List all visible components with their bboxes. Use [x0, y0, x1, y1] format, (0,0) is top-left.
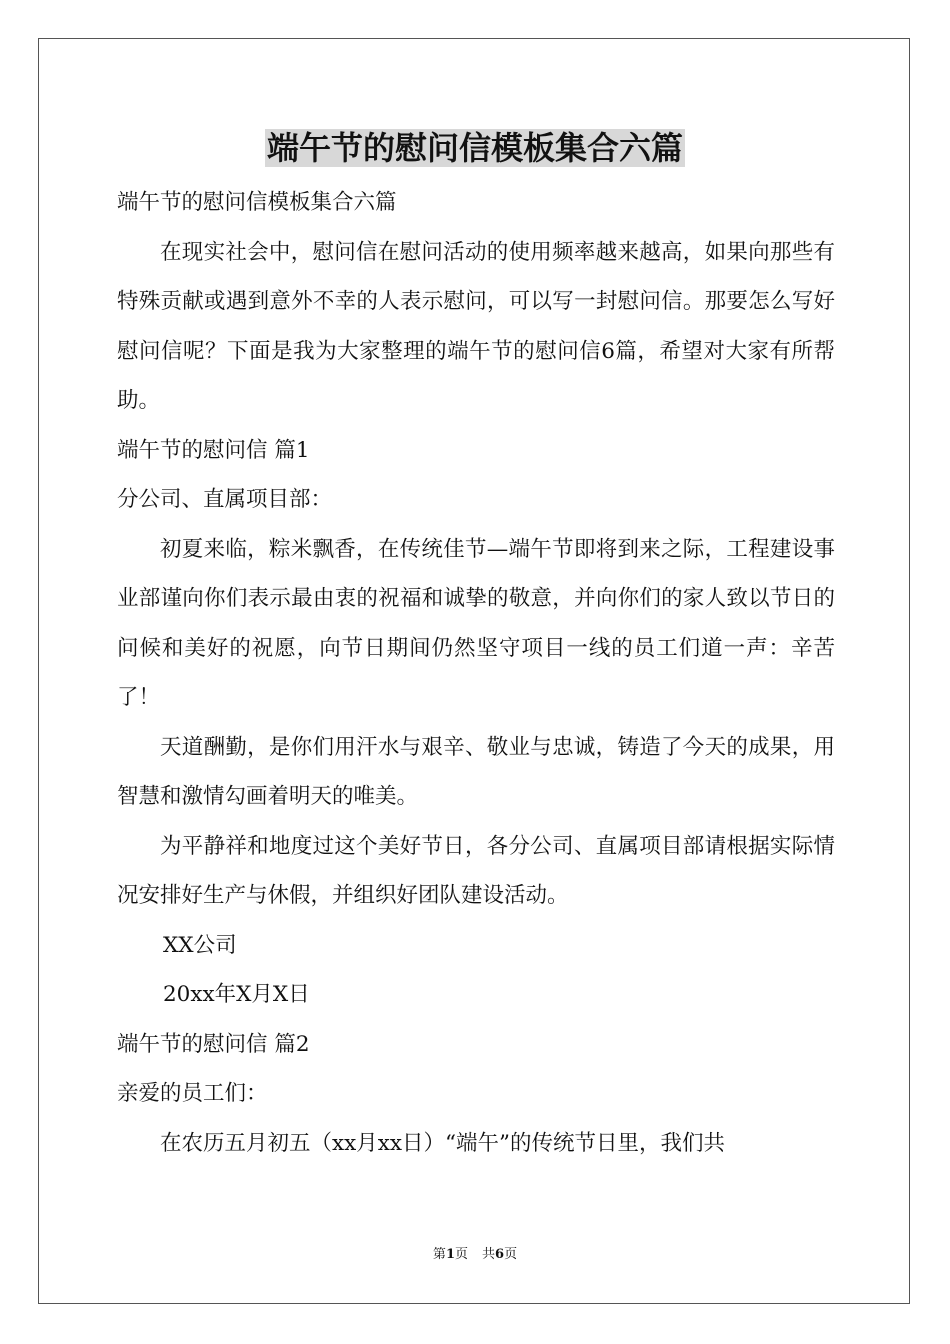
paragraph-body: 为平静祥和地度过这个美好节日，各分公司、直属项目部请根据实际情况安排好生产与休假，并组织好团队建设活动。 [117, 833, 835, 908]
paragraph-body: 在农历五月初五（xx月xx日）“端午”的传统节日里，我们共 [160, 1130, 725, 1156]
paragraph-intro: 在现实社会中，慰问信在慰问活动的使用频率越来越高，如果向那些有特殊贡献或遇到意外不幸的人表示慰问，可以写一封慰问信。那要怎么写好慰问信呢？下面是我为大家整理的端午节的慰问信6篇，希望对大家有所帮助。 [117, 239, 835, 413]
total-suffix: 页 [504, 1247, 518, 1262]
salutation-1: 分公司、直属项目部： [117, 487, 333, 512]
document-title [0, 126, 950, 170]
section-heading-1: 端午节的慰问信 篇1 [117, 437, 310, 463]
total-prefix: 共 [482, 1247, 496, 1262]
page-number: 1 [445, 1247, 455, 1262]
signature-company: XX公司 [163, 932, 237, 958]
page-total: 6 [495, 1247, 505, 1262]
page-prefix: 第 [432, 1247, 446, 1262]
paragraph-body: 天道酬勤，是你们用汗水与艰辛、敬业与忠诚，铸造了今天的成果，用智慧和激情勾画着明天的唯美。 [117, 734, 835, 809]
page-suffix: 页 [454, 1247, 468, 1262]
section-heading-2: 端午节的慰问信 篇2 [117, 1031, 310, 1057]
document-body [117, 178, 835, 1168]
paragraph-body: 初夏来临，粽米飘香，在传统佳节—端午节即将到来之际，工程建设事业部谨向你们表示最由衷的祝福和诚挚的敬意，并向你们的家人致以节日的问候和美好的祝愿，向节日期间仍然坚守项目一线的员工们道一声：辛苦了！ [117, 536, 835, 710]
signature-date: 20xx年X月X日 [163, 982, 310, 1007]
page-footer [0, 1245, 950, 1265]
salutation-2: 亲爱的员工们： [117, 1081, 268, 1106]
paragraph-subtitle: 端午节的慰问信模板集合六篇 [117, 190, 397, 215]
document-title-text: 端午节的慰问信模板集合六篇 [266, 129, 683, 167]
